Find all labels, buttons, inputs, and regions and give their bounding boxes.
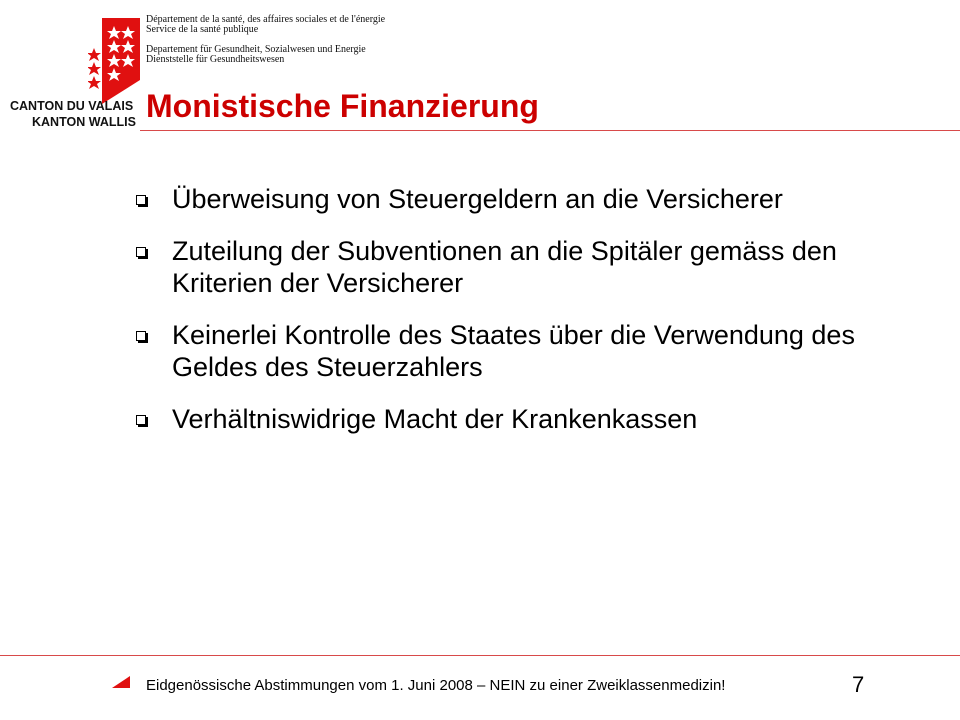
canton-name-fr: CANTON DU VALAIS xyxy=(10,99,134,113)
service-fr: Service de la santé publique xyxy=(146,24,259,35)
red-triangle-icon xyxy=(112,676,130,688)
bullet-text: Überweisung von Steuergeldern an die Versicherer xyxy=(172,184,783,214)
bullet-text: Verhältniswidrige Macht der Krankenkassen xyxy=(172,404,698,434)
service-de: Dienststelle für Gesundheitswesen xyxy=(146,54,285,65)
page-number: 7 xyxy=(852,672,865,697)
square-bullet-icon xyxy=(136,415,146,425)
bullet-text: Zuteilung der Subventionen an die Spitäler gemäss den Kriterien der Versicherer xyxy=(172,236,837,298)
header-divider xyxy=(140,130,960,131)
slide-title: Monistische Finanzierung xyxy=(146,88,539,124)
department-fr: Département de la santé, des affaires sociales et de l'énergie xyxy=(146,14,386,25)
bullet-item xyxy=(134,403,914,435)
canton-logo xyxy=(8,14,138,130)
square-bullet-icon xyxy=(136,331,146,341)
canton-name-de: KANTON WALLIS xyxy=(32,115,136,129)
canton-name xyxy=(10,98,140,130)
footer-divider xyxy=(0,655,960,656)
bullet-item xyxy=(134,183,914,215)
bullet-text: Keinerlei Kontrolle des Staates über die Verwendung des Geldes des Steuerzahlers xyxy=(172,320,855,382)
square-bullet-icon xyxy=(136,247,146,257)
valais-flag-icon xyxy=(88,18,140,104)
footer-text: Eidgenössische Abstimmungen vom 1. Juni 2008 – NEIN zu einer Zweiklassenmedizin! xyxy=(146,677,726,694)
bullet-list xyxy=(134,183,914,455)
square-bullet-icon xyxy=(136,195,146,205)
bullet-item xyxy=(134,319,914,383)
bullet-item xyxy=(134,235,914,299)
department-header xyxy=(146,15,385,65)
department-de: Departement für Gesundheit, Sozialwesen und Energie xyxy=(146,44,366,55)
